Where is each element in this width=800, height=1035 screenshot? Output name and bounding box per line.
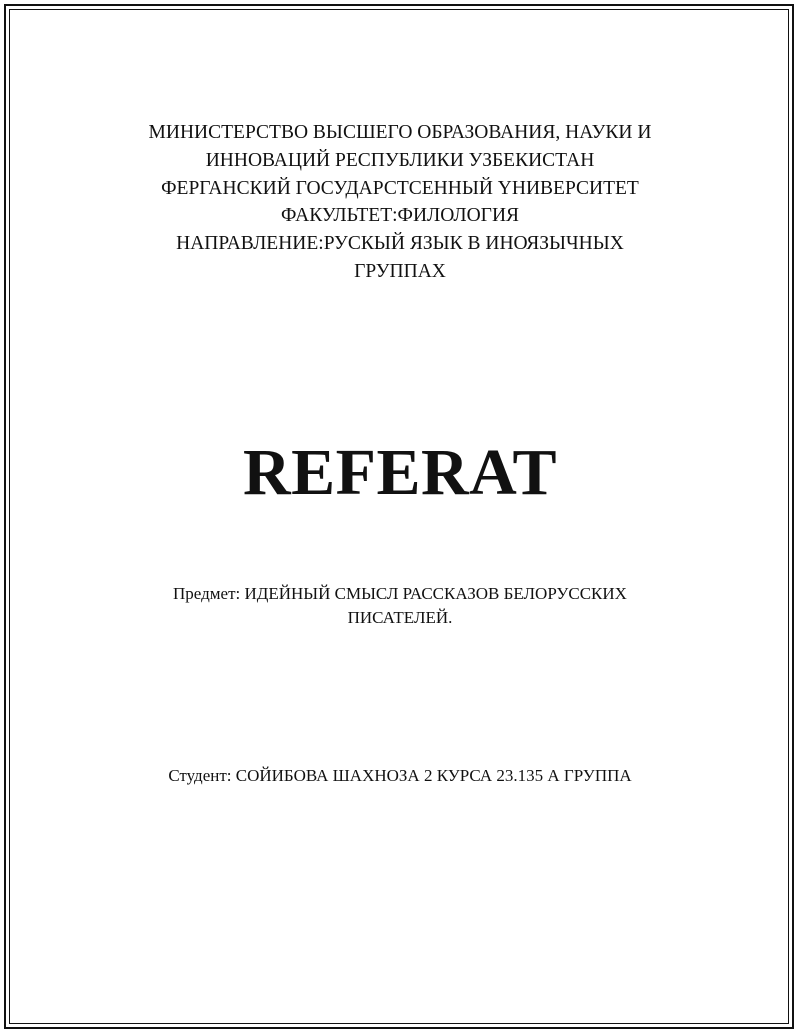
subject-line-cont: ПИСАТЕЛЕЙ.	[347, 608, 453, 627]
header-line-faculty: ФАКУЛЬТЕТ:ФИЛОЛОГИЯ	[280, 205, 520, 227]
institution-header	[0, 119, 800, 286]
header-line-direction: НАПРАВЛЕНИЕ:РУСКЫЙ ЯЗЫК В ИНОЯЗЫЧНЫХ	[176, 233, 624, 255]
subject-line: Предмет: ИДЕЙНЫЙ СМЫСЛ РАССКАЗОВ БЕЛОРУССКИХ	[173, 584, 627, 603]
subject-block	[0, 582, 800, 630]
header-line-country: ИННОВАЦИЙ РЕСПУБЛИКИ УЗБЕКИСТАН	[205, 149, 595, 171]
document-title: REFERAT	[243, 436, 557, 509]
student-line: Студент: СОЙИБОВА ШАХНОЗА 2 КУРСА 23.135 А ГРУППА	[168, 766, 632, 785]
header-line-direction-cont: ГРУППАХ	[354, 260, 446, 282]
header-line-ministry: МИНИСТЕРСТВО ВЫСШЕГО ОБРАЗОВАНИЯ, НАУКИ И	[148, 122, 652, 143]
header-line-university: ФЕРГАНСКИЙ ГОСУДАРСТСЕННЫЙ YНИВЕРСИТЕТ	[161, 177, 639, 199]
